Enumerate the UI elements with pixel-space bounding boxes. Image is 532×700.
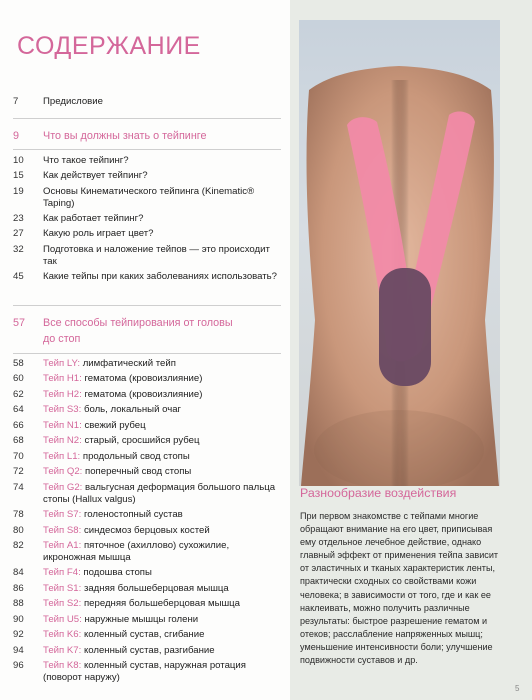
divider	[13, 305, 281, 306]
entry-text	[43, 358, 283, 370]
entry-text: Подготовка и наложение тейпов — это происходит так	[43, 244, 270, 268]
entry-text	[43, 660, 283, 685]
entry-page: 70	[13, 451, 24, 462]
divider	[13, 353, 281, 354]
tape-code: Тейп LY:	[43, 358, 81, 369]
entry-page: 82	[13, 540, 24, 551]
tape-code: Тейп S8:	[43, 525, 82, 536]
entry-page: 92	[13, 629, 24, 640]
purple-tape	[379, 268, 431, 386]
entry-page: 72	[13, 466, 24, 477]
entry-page: 10	[13, 155, 24, 166]
entry-text	[43, 404, 283, 416]
entry-page: 94	[13, 645, 24, 656]
entry-text	[43, 509, 283, 521]
tape-code: Тейп A1:	[43, 540, 82, 551]
entry-text: Как действует тейпинг?	[43, 170, 148, 181]
entry-page: 86	[13, 583, 24, 594]
entry-page: 27	[13, 228, 24, 239]
entry-text: Как работает тейпинг?	[43, 213, 144, 224]
entry-text	[43, 583, 283, 595]
entry-text	[43, 482, 283, 507]
tape-desc: старый, сросшийся рубец	[81, 435, 200, 446]
tape-desc: подошва стопы	[80, 567, 152, 578]
tape-code: Тейп K7:	[43, 645, 82, 656]
entry-page: 66	[13, 420, 24, 431]
entry-text	[43, 614, 283, 626]
entry-page: 7	[13, 96, 19, 107]
entry-page: 57	[13, 317, 26, 329]
sidebar-title: Разнообразие воздействия	[300, 486, 457, 500]
entry-page: 9	[13, 130, 20, 142]
tape-code: Тейп Q2:	[43, 466, 83, 477]
tape-desc: гематома (кровоизлияние)	[81, 389, 203, 400]
divider	[13, 118, 281, 119]
tape-desc: коленный сустав, разгибание	[81, 645, 215, 656]
entry-text	[43, 420, 283, 432]
entry-page: 60	[13, 373, 24, 384]
entry-text	[43, 451, 283, 463]
tape-code: Тейп H1:	[43, 373, 82, 384]
entry-page: 32	[13, 244, 24, 255]
entry-page: 15	[13, 170, 24, 181]
tape-desc: коленный сустав, сгибание	[81, 629, 205, 640]
tape-code: Тейп N1:	[43, 420, 82, 431]
entry-page: 96	[13, 660, 24, 671]
tape-desc: поперечный свод стопы	[82, 466, 192, 477]
entry-text	[43, 525, 283, 537]
tape-desc: гематома (кровоизлияние)	[81, 373, 203, 384]
entry-page: 80	[13, 525, 24, 536]
back-illustration	[299, 20, 500, 486]
entry-page: 62	[13, 389, 24, 400]
entry-page: 45	[13, 271, 24, 282]
tape-code: Тейп F4:	[43, 567, 81, 578]
tape-code: Тейп U5:	[43, 614, 82, 625]
tape-desc: наружные мышцы голени	[81, 614, 199, 625]
divider	[13, 149, 281, 150]
tape-code: Тейп S3:	[43, 404, 82, 415]
tape-code: Тейп S1:	[43, 583, 82, 594]
tape-desc: свежий рубец	[81, 420, 146, 431]
entry-text: Все способы тейпирования от головы до стоп	[43, 317, 233, 345]
entry-text	[43, 629, 283, 641]
tape-code: Тейп K6:	[43, 629, 82, 640]
entry-text	[43, 567, 283, 579]
entry-page: 78	[13, 509, 24, 520]
toc-title: СОДЕРЖАНИЕ	[17, 32, 201, 60]
tape-code: Тейп H2:	[43, 389, 82, 400]
tape-desc: пяточное (ахиллово) сухожилие, икроножная мышца	[43, 540, 230, 564]
entry-text: Что такое тейпинг?	[43, 155, 129, 166]
entry-page: 58	[13, 358, 24, 369]
entry-page: 68	[13, 435, 24, 446]
tape-code: Тейп S7:	[43, 509, 82, 520]
sidebar-text: При первом знакомстве с тейпами многие обращают внимание на его цвет, приписывая ему отдельное лечебное действие, однако главный эффект от применения тейпа зависит от эластичных и тканых характеристик ленты, практически сходных со свойствами кожи человека; в зависимости от того, где и как ее наклеивать, можно получить различные результаты: быстрое разрешение гематом и отеков; расслабление напряженных мышц; уменьшение интенсивности боли; улучшение подвижности суставов и др.	[300, 511, 499, 666]
tape-desc: лимфатический тейп	[80, 358, 176, 369]
tape-desc: задняя большеберцовая мышца	[81, 583, 229, 594]
tape-desc: коленный сустав, наружная ротация (поворот наружу)	[43, 660, 246, 684]
entry-page: 90	[13, 614, 24, 625]
entry-page: 19	[13, 186, 24, 197]
tape-desc: передняя большеберцовая мышца	[81, 598, 241, 609]
entry-text	[43, 540, 263, 565]
tape-code: Тейп G2:	[43, 482, 83, 493]
entry-text	[43, 389, 283, 401]
entry-page: 84	[13, 567, 24, 578]
entry-text: Предисловие	[43, 96, 103, 107]
entry-page: 74	[13, 482, 24, 493]
entry-text: Какие тейпы при каких заболеваниях использовать?	[43, 271, 278, 282]
tape-code: Тейп L1:	[43, 451, 81, 462]
page-number: 5	[515, 684, 520, 693]
tape-code: Тейп K8:	[43, 660, 82, 671]
entry-page: 88	[13, 598, 24, 609]
back-taping-photo	[299, 20, 500, 486]
entry-text: Что вы должны знать о тейпинге	[43, 130, 207, 142]
entry-text	[43, 435, 283, 447]
tape-desc: продольный свод стопы	[80, 451, 190, 462]
entry-page: 64	[13, 404, 24, 415]
tape-code: Тейп S2:	[43, 598, 82, 609]
entry-text	[43, 373, 283, 385]
entry-text	[43, 645, 283, 657]
entry-text	[43, 466, 283, 478]
tape-desc: голеностопный сустав	[81, 509, 183, 520]
entry-text	[43, 598, 283, 610]
entry-page: 23	[13, 213, 24, 224]
entry-text: Какую роль играет цвет?	[43, 228, 154, 239]
tape-desc: боль, локальный очаг	[81, 404, 182, 415]
tape-desc: вальгусная деформация большого пальца стопы (Hallux valgus)	[43, 482, 276, 506]
tape-code: Тейп N2:	[43, 435, 82, 446]
entry-text: Основы Кинематического тейпинга (Kinematic® Taping)	[43, 186, 255, 210]
tape-desc: синдесмоз берцовых костей	[81, 525, 210, 536]
